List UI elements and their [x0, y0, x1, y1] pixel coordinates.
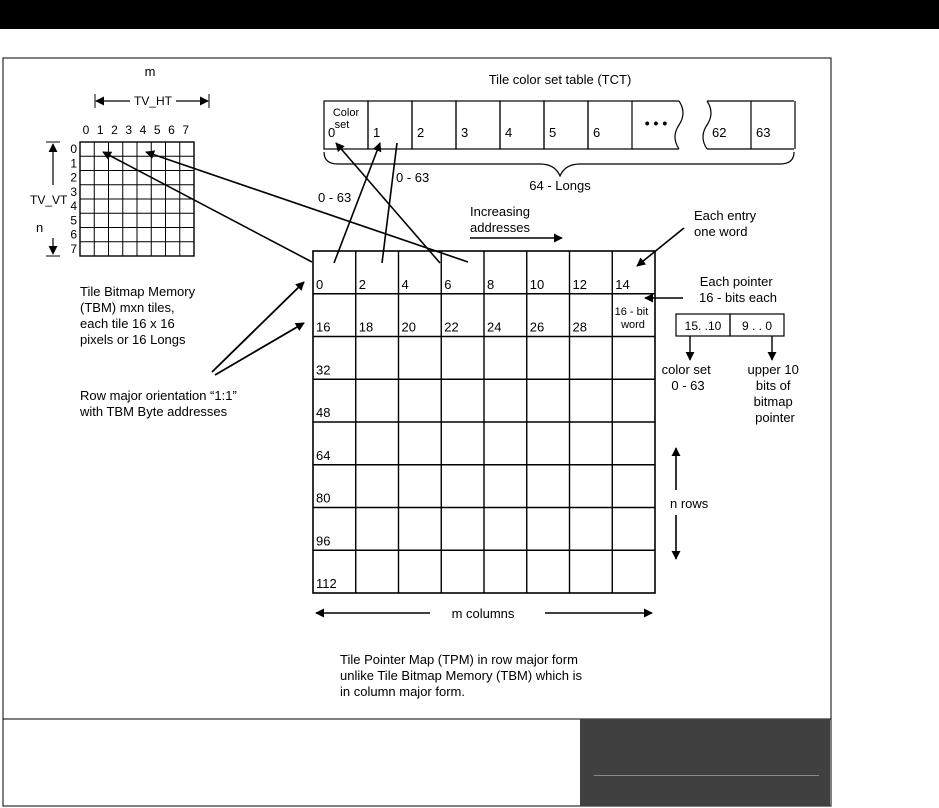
color-set-note-line: 0 - 63: [671, 378, 705, 393]
pointer-field-colorset-label: 15. .10: [684, 319, 722, 333]
tpm-cell-value: 26: [529, 319, 545, 335]
each-entry-note: [694, 208, 760, 239]
arrow-tpm2-to-tct1: [382, 143, 397, 263]
tpm-cell-value: 48: [316, 405, 331, 420]
tbm-col-number: 6: [168, 123, 175, 137]
tbm-row-number: 2: [70, 170, 77, 185]
tbm-row-number: 4: [70, 199, 77, 213]
tct-cell-index: 5: [549, 125, 557, 140]
each-entry-arrow: [637, 228, 684, 266]
tpm-caption: [340, 652, 586, 699]
tpm-cell-value: 18: [358, 319, 374, 335]
tpm-cell-value: 112: [316, 576, 337, 591]
tpm-cell-value: 28: [572, 319, 587, 335]
tbm-col-number: 7: [182, 123, 190, 137]
each-pointer-note: [699, 274, 777, 305]
tpm-cell-value: 22: [444, 319, 459, 335]
word-note-line: word: [621, 319, 645, 331]
tbm-caption-line: (TBM) mxn tiles,: [80, 300, 175, 315]
tbm-col-number: 4: [139, 123, 147, 137]
increasing-label-line: Increasing: [470, 204, 530, 219]
tpm-cell-value: 4: [401, 276, 409, 292]
word-note-line: 16 - bit: [614, 306, 649, 318]
tct-cell-index: 1: [373, 125, 381, 140]
tpm-cell-value: 0: [316, 276, 324, 292]
range-label-b: 0 - 63: [396, 170, 430, 185]
tct-color-set-label-line: set: [334, 119, 350, 131]
tpm-cell-value: 8: [487, 276, 495, 292]
tct-color-set-label-line: Color: [332, 107, 360, 119]
tpm-cell-value: 20: [401, 319, 416, 335]
tbm-caption-line: each tile 16 x 16: [80, 316, 175, 331]
tct-tail-index: 62: [712, 125, 727, 140]
tpm-cell-value: 32: [316, 362, 331, 378]
orientation-arrow-to-16: [215, 323, 304, 375]
each-entry-line: Each entry: [694, 208, 757, 223]
m-columns-label: m columns: [451, 606, 515, 621]
tbm-col-number: 0: [82, 123, 90, 137]
tv-ht-label: TV_HT: [133, 94, 173, 108]
tpm-cell-value: 64: [316, 447, 331, 463]
upper-bits-note-line: bitmap: [753, 394, 793, 409]
tbm-row-number: 7: [70, 241, 77, 256]
range-label-a: 0 - 63: [318, 190, 352, 205]
color-set-note-line: color set: [661, 362, 711, 377]
arrow-tpm6-to-tct0: [336, 143, 440, 263]
footer-panel-rule: [594, 775, 819, 776]
orientation-arrow-to-0: [212, 282, 304, 372]
tpm-caption-line: in column major form.: [340, 684, 465, 699]
tpm-cell-value: 10: [529, 276, 545, 292]
each-entry-line: one word: [694, 224, 748, 239]
tpm-cell-value: 24: [487, 319, 502, 335]
tpm-cell-value: 16: [316, 319, 331, 335]
tbm-n-label: n: [36, 220, 44, 235]
n-rows-label: n rows: [670, 496, 709, 511]
upper-bits-note-line: upper 10: [747, 362, 799, 377]
tbm-col-number: 3: [125, 123, 133, 137]
upper-bits-note: [748, 362, 803, 425]
tpm-cell-value: 96: [316, 533, 331, 549]
tbm-caption-line: Tile Bitmap Memory: [80, 284, 196, 299]
tbm-col-number: 2: [111, 123, 118, 137]
each-pointer-line: Each pointer: [699, 274, 773, 289]
pointer-field-bitmap-label: 9 . . 0: [741, 319, 773, 333]
tbm-m-label: m: [144, 64, 156, 79]
tbm-col-number: 5: [153, 123, 161, 137]
upper-bits-note-line: bits of: [755, 378, 791, 393]
tct-cell-index: 3: [461, 125, 469, 140]
orientation-note-line: with TBM Byte addresses: [80, 404, 228, 419]
tbm-caption: [80, 284, 199, 347]
tct-cell-index: 0: [328, 125, 336, 140]
color-set-note: [662, 362, 715, 393]
upper-bits-note-line: pointer: [755, 410, 795, 425]
tct-brace-label: 64 - Longs: [529, 178, 591, 193]
tbm-row-number: 5: [70, 213, 77, 228]
tct-title: Tile color set table (TCT): [488, 72, 632, 87]
tct-tail-index: 63: [756, 125, 771, 140]
tbm-row-number: 1: [70, 156, 77, 171]
tbm-row-number: 0: [70, 142, 77, 156]
orientation-note: [79, 388, 240, 419]
increasing-label: [470, 204, 534, 235]
tct-cell-index: 4: [505, 125, 513, 140]
tbm-col-number: 1: [96, 123, 104, 137]
arrow-tpm0-to-tbm0: [103, 152, 312, 262]
tbm-caption-line: pixels or 16 Longs: [80, 332, 186, 347]
each-pointer-line: 16 - bits each: [698, 290, 778, 305]
tpm-cell-value: 14: [615, 276, 630, 292]
tct-ellipsis: • • •: [644, 115, 668, 131]
tpm-caption-line: Tile Pointer Map (TPM) in row major form: [340, 652, 578, 667]
increasing-label-line: addresses: [470, 220, 530, 235]
tct-torn-edge-left: [675, 101, 683, 149]
tpm-cell-value: 80: [316, 490, 331, 506]
tct-cell-index: 6: [593, 125, 601, 140]
word-note: [615, 306, 652, 331]
orientation-note-line: Row major orientation “1:1”: [80, 388, 237, 403]
tpm-cell-value: 2: [358, 276, 366, 292]
tpm-caption-line: unlike Tile Bitmap Memory (TBM) which is: [340, 668, 582, 683]
tbm-row-number: 6: [70, 227, 77, 242]
tbm-row-number: 3: [70, 184, 77, 199]
tct-torn-edge-right: [703, 101, 711, 149]
footer-panel: [580, 719, 830, 806]
tpm-cell-value: 12: [572, 276, 587, 292]
tct-cell-index: 2: [417, 125, 425, 140]
tct-color-set-label: [333, 107, 360, 131]
tpm-cell-value: 6: [444, 276, 452, 292]
tv-vt-label: TV_VT: [30, 193, 68, 207]
